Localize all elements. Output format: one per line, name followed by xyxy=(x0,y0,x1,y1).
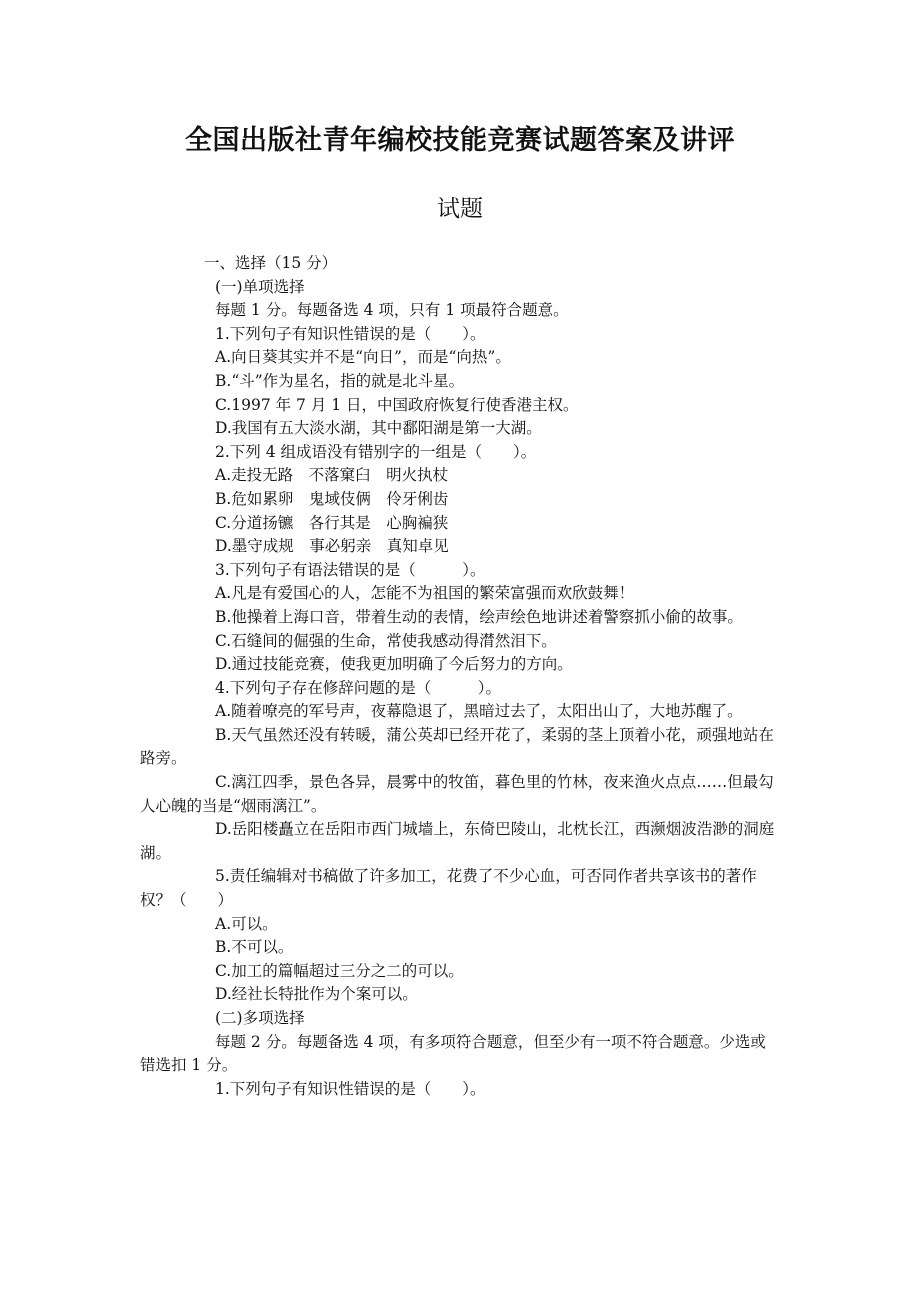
text-line: C.分道扬镳 各行其是 心胸褊狭 xyxy=(215,513,449,532)
text-line: 4.下列句子存在修辞问题的是（ ）。 xyxy=(215,678,502,697)
text-line: B.危如累卵 鬼域伎俩 伶牙俐齿 xyxy=(215,489,449,508)
text-line: D.我国有五大淡水湖，其中鄱阳湖是第一大湖。 xyxy=(215,419,542,438)
text-line: 2.下列 4 组成语没有错别字的一组是（ ）。 xyxy=(215,442,537,461)
text-line: B.他操着上海口音，带着生动的表情，绘声绘色地讲述着警察抓小偷的故事。 xyxy=(215,607,743,626)
text-line: A.向日葵其实并不是“向日”，而是“向热”。 xyxy=(215,348,511,367)
text-line: B.不可以。 xyxy=(215,938,294,957)
text-line: C.加工的篇幅超过三分之二的可以。 xyxy=(215,961,464,980)
document-body xyxy=(140,252,780,1101)
document-subtitle: 试题 xyxy=(437,196,483,222)
text-line: B.“斗”作为星名，指的就是北斗星。 xyxy=(215,371,465,390)
text-line: 1.下列句子有知识性错误的是（ ）。 xyxy=(215,1079,486,1098)
text-line: A.走投无路 不落窠臼 明火执杖 xyxy=(215,466,449,485)
text-line: 每题 2 分。每题备选 4 项，有多项符合题意，但至少有一项不符合题意。少选或错选扣 1 分。 xyxy=(140,1032,766,1075)
text-line: B.天气虽然还没有转暖，蒲公英却已经开花了，柔弱的茎上顶着小花，顽强地站在路旁。 xyxy=(140,725,774,768)
text-line: 一、选择（15 分） xyxy=(204,254,338,272)
text-line: D.岳阳楼矗立在岳阳市西门城墙上，东倚巴陵山，北枕长江，西濒烟波浩渺的洞庭湖。 xyxy=(140,820,775,862)
text-line: 5.责任编辑对书稿做了许多加工，花费了不少心血，可否同作者共享该书的著作权？（ ） xyxy=(140,867,757,910)
text-line: 1.下列句子有知识性错误的是（ ）。 xyxy=(215,324,486,343)
text-line: D.经社长特批作为个案可以。 xyxy=(215,985,418,1004)
text-line: C.石缝间的倔强的生命，常使我感动得潸然泪下。 xyxy=(215,631,557,650)
text-line: D.通过技能竞赛，使我更加明确了今后努力的方向。 xyxy=(215,655,573,674)
text-line: 每题 1 分。每题备选 4 项，只有 1 项最符合题意。 xyxy=(215,301,569,320)
text-line: C.1997 年 7 月 1 日，中国政府恢复行使香港主权。 xyxy=(215,395,579,414)
text-line: (二)多项选择 xyxy=(215,1009,305,1027)
text-line: C.漓江四季，景色各异，晨雾中的牧笛，暮色里的竹林，夜来渔火点点……但最勾人心魄的当是“烟雨漓江”。 xyxy=(140,773,774,815)
document-title: 全国出版社青年编校技能竞赛试题答案及讲评 xyxy=(185,125,735,156)
text-line: A.可以。 xyxy=(215,914,278,933)
text-line: D.墨守成规 事必躬亲 真知卓见 xyxy=(215,537,449,556)
text-line: A.随着嘹亮的军号声，夜幕隐退了，黑暗过去了，太阳出山了，大地苏醒了。 xyxy=(215,702,743,721)
text-line: 3.下列句子有语法错误的是（ ）。 xyxy=(215,560,486,579)
text-line: A.凡是有爱国心的人，怎能不为祖国的繁荣富强而欢欣鼓舞！ xyxy=(215,584,635,603)
text-line: (一)单项选择 xyxy=(215,277,305,296)
